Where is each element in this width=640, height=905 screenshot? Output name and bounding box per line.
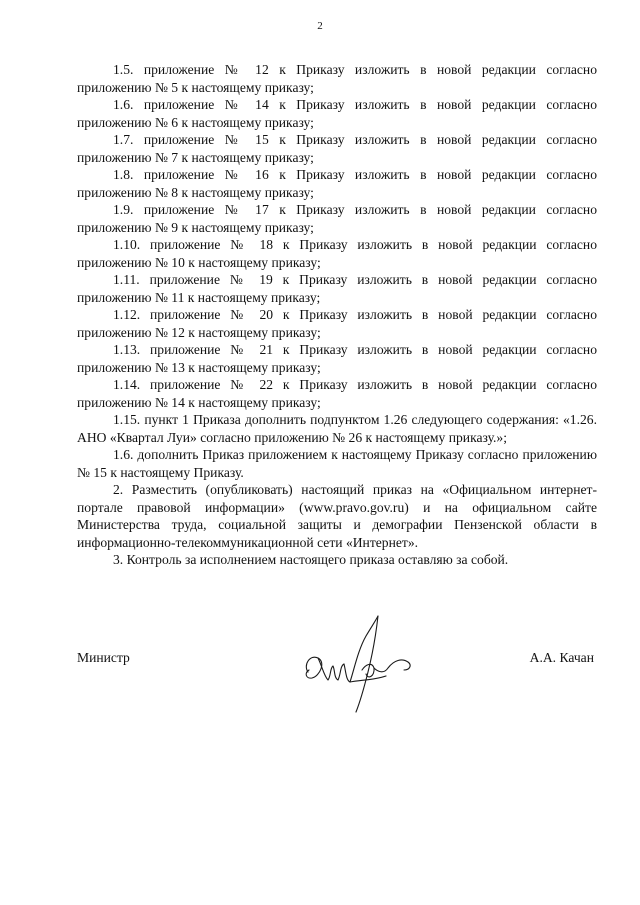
paragraph-1-11: 1.11. приложение № 19 к Приказу изложить в новой редакции согласно приложению № 11 к настоящему приказу; xyxy=(77,272,597,305)
paragraph-3-control: 3. Контроль за исполнением настоящего приказа оставляю за собой. xyxy=(113,552,509,567)
paragraph-1-15: 1.15. пункт 1 Приказа дополнить подпунктом 1.26 следующего содержания: «1.26. АНО «Квартал Луи» согласно приложению № 26 к настоящему приказу.»; xyxy=(77,412,597,445)
page-number: 2 xyxy=(317,20,323,32)
paragraph-1-7: 1.7. приложение № 15 к Приказу изложить в новой редакции согласно приложению № 7 к настоящему приказу; xyxy=(77,132,597,165)
paragraph-1-5: 1.5. приложение № 12 к Приказу изложить в новой редакции согласно приложению № 5 к настоящему приказу; xyxy=(77,62,597,95)
paragraph-1-10: 1.10. приложение № 18 к Приказу изложить в новой редакции согласно приложению № 10 к настоящему приказу; xyxy=(77,237,597,270)
handwritten-signature xyxy=(300,610,420,715)
paragraph-1-13: 1.13. приложение № 21 к Приказу изложить в новой редакции согласно приложению № 13 к настоящему приказу; xyxy=(77,342,597,375)
signatory-title: Министр xyxy=(77,650,130,665)
paragraph-1-9: 1.9. приложение № 17 к Приказу изложить в новой редакции согласно приложению № 9 к настоящему приказу; xyxy=(77,202,597,235)
paragraph-1-12: 1.12. приложение № 20 к Приказу изложить в новой редакции согласно приложению № 12 к настоящему приказу; xyxy=(77,307,597,340)
paragraph-1-6: 1.6. приложение № 14 к Приказу изложить в новой редакции согласно приложению № 6 к настоящему приказу; xyxy=(77,97,597,130)
document-body xyxy=(77,61,597,569)
signatory-name: А.А. Качан xyxy=(529,650,594,665)
paragraph-1-14: 1.14. приложение № 22 к Приказу изложить в новой редакции согласно приложению № 14 к настоящему приказу; xyxy=(77,377,597,410)
paragraph-2-publication: 2. Разместить (опубликовать) настоящий приказ на «Официальном интернет-портале правовой информации» (www.pravo.gov.ru) и на официальном сайте Министерства труда, социальной защиты и демографии Пензенской области в информационно-телекоммуникационной сети «Интернет». xyxy=(77,482,597,550)
paragraph-1-8: 1.8. приложение № 16 к Приказу изложить в новой редакции согласно приложению № 8 к настоящему приказу; xyxy=(77,167,597,200)
paragraph-1-6-addition: 1.6. дополнить Приказ приложением к настоящему Приказу согласно приложению № 15 к настоящему Приказу. xyxy=(77,447,597,480)
